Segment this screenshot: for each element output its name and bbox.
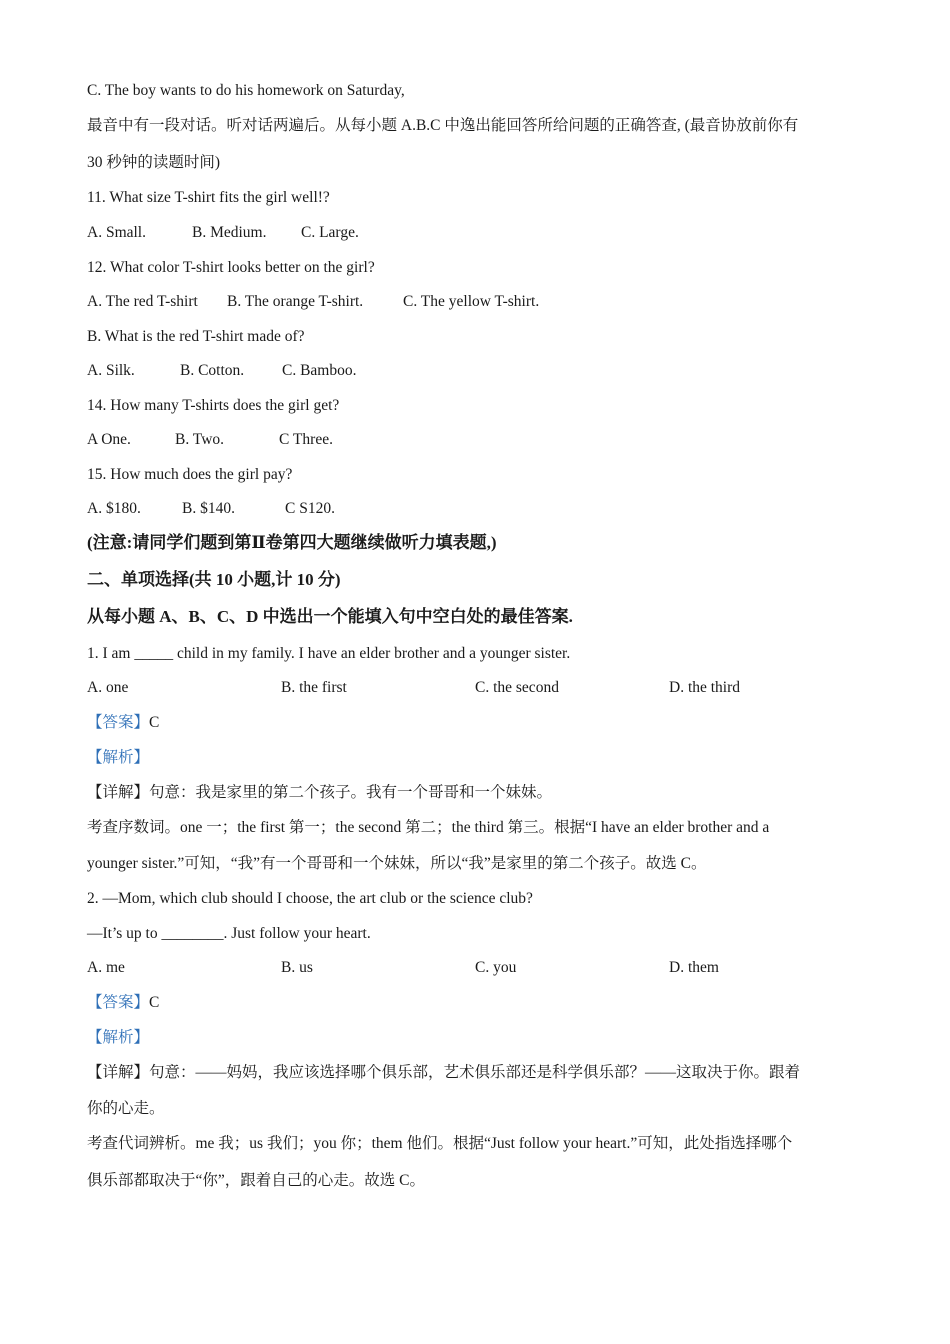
option-c: C. you xyxy=(475,959,517,976)
section-heading: 二、单项选择(共 10 小题,计 10 分) xyxy=(87,570,341,589)
section-instruction: 从每小题 A、B、C、D 中选出一个能填入句中空白处的最佳答案. xyxy=(87,607,573,626)
detail-line-cont: 你的心走。 xyxy=(87,1100,165,1117)
option-c: C. Bamboo. xyxy=(282,362,357,379)
option-c: C S120. xyxy=(285,500,335,517)
option-d: D. them xyxy=(669,959,719,976)
listening-option-c-line: C. The boy wants to do his homework on Saturday, xyxy=(87,82,405,99)
option-a: A. Small. xyxy=(87,224,146,241)
option-b: B. us xyxy=(281,959,313,976)
option-a: A. $180. xyxy=(87,500,141,517)
option-b: B. the first xyxy=(281,679,347,696)
question-15-stem: 15. How much does the girl pay? xyxy=(87,466,293,483)
listening-instructions: 最音中有一段对话。听对话两遍后。从每小题 A.B.C 中逸出能回答所给问题的正确答查, (最音协放前你有 xyxy=(87,117,799,134)
detail-text: 句意：我是家里的第二个孩子。我有一个哥哥和一个妹妹。 xyxy=(149,784,553,801)
option-b: B. Two. xyxy=(175,431,225,448)
detail-label: 【详解】 xyxy=(87,1064,150,1081)
option-b: B. Cotton. xyxy=(180,362,245,379)
answer-label: 【答案】 xyxy=(87,994,150,1011)
detail-line xyxy=(87,783,552,803)
detail-line xyxy=(87,1063,800,1083)
option-a: A One. xyxy=(87,431,131,448)
option-a: A. one xyxy=(87,679,129,696)
question-2-stem-reply: —It’s up to ________. Just follow your heart. xyxy=(87,925,371,942)
option-d: D. the third xyxy=(669,679,741,696)
option-c: C Three. xyxy=(279,431,333,448)
question-13-stem: B. What is the red T-shirt made of? xyxy=(87,328,305,345)
question-2-stem: 2. —Mom, which club should I choose, the art club or the science club? xyxy=(87,890,533,907)
question-14-stem: 14. How many T-shirts does the girl get? xyxy=(87,397,340,414)
answer-label: 【答案】 xyxy=(87,714,150,731)
option-a: A. Silk. xyxy=(87,362,135,379)
option-a: A. The red T-shirt xyxy=(87,293,198,310)
analysis-label: 【解析】 xyxy=(87,749,150,766)
explanation-line: 考查代词辨析。me 我；us 我们；you 你；them 他们。根据“Just follow your heart.”可知，此处指选择哪个 xyxy=(87,1135,793,1152)
analysis-label: 【解析】 xyxy=(87,1029,150,1046)
option-b: B. The orange T-shirt. xyxy=(227,293,364,310)
answer-value: C xyxy=(149,714,160,731)
option-c: C. the second xyxy=(475,679,559,696)
analysis-line xyxy=(87,748,149,768)
option-b: B. $140. xyxy=(182,500,235,517)
listening-instructions-cont: 30 秒钟的读题时间) xyxy=(87,154,221,171)
listening-note: (注意:请同学们题到第Ⅱ卷第四大题继续做听力填表题,) xyxy=(87,533,497,552)
question-1-stem: 1. I am _____ child in my family. I have an elder brother and a younger sister. xyxy=(87,645,571,662)
analysis-line xyxy=(87,1028,149,1048)
explanation-line-cont: 俱乐部都取决于“你”，跟着自己的心走。故选 C。 xyxy=(87,1172,425,1189)
option-b: B. Medium. xyxy=(192,224,267,241)
answer-line xyxy=(87,993,159,1013)
answer-value: C xyxy=(149,994,160,1011)
option-c: C. The yellow T-shirt. xyxy=(403,293,540,310)
explanation-line-cont: younger sister.”可知，“我”有一个哥哥和一个妹妹，所以“我”是家里的第二个孩子。故选 C。 xyxy=(87,855,707,872)
question-12-stem: 12. What color T-shirt looks better on the girl? xyxy=(87,259,375,276)
option-a: A. me xyxy=(87,959,125,976)
explanation-line: 考查序数词。one 一；the first 第一；the second 第二；the third 第三。根据“I have an elder brother and a xyxy=(87,819,770,836)
question-11-stem: 11. What size T-shirt fits the girl well!? xyxy=(87,189,330,206)
option-c: C. Large. xyxy=(301,224,359,241)
detail-text: 句意：——妈妈，我应该选择哪个俱乐部，艺术俱乐部还是科学俱乐部？——这取决于你。跟着 xyxy=(149,1064,801,1081)
detail-label: 【详解】 xyxy=(87,784,150,801)
answer-line xyxy=(87,713,159,733)
